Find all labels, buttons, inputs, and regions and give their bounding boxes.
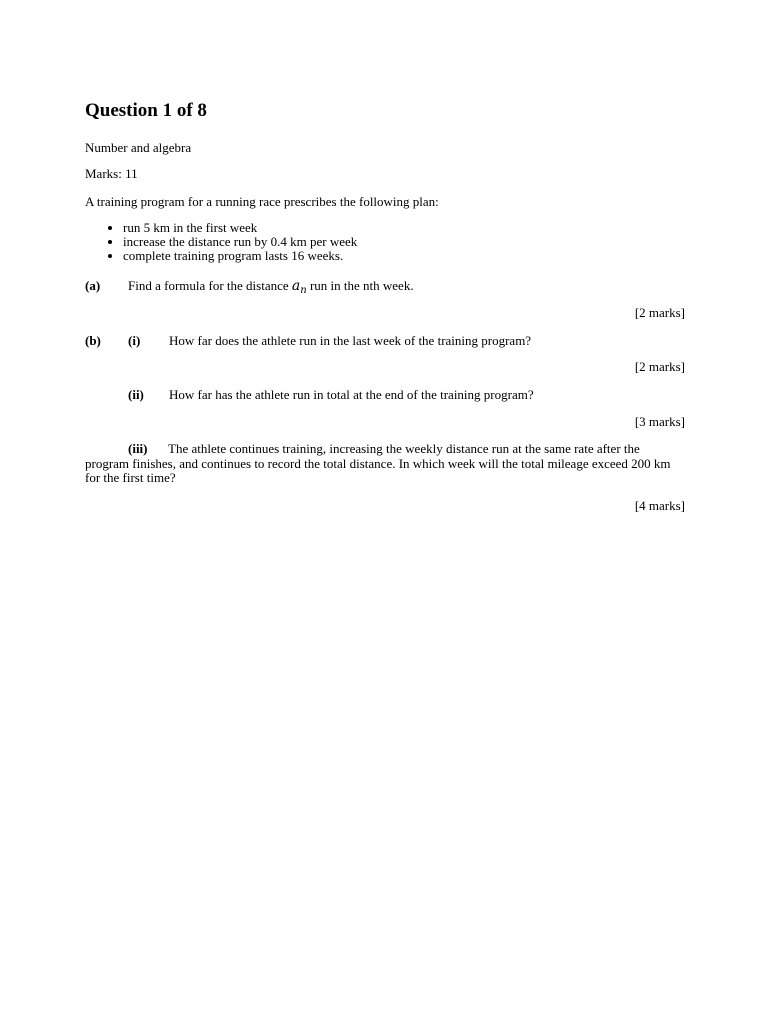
plan-item: • increase the distance run by 0.4 km per week [123, 235, 357, 249]
question-marks-total: Marks: 11 [85, 166, 138, 181]
question-title: Question 1 of 8 [85, 100, 207, 121]
plan-item: • run 5 km in the first week [123, 221, 357, 235]
part-a-text-before: Find a formula for the distance [128, 278, 292, 293]
part-b-iii-label: (iii) [128, 441, 148, 456]
question-intro: A training program for a running race prescribes the following plan: [85, 194, 439, 209]
training-plan-list [85, 221, 357, 263]
variable-a-n [292, 278, 307, 294]
part-b-ii-text: How far has the athlete run in total at the end of the training program? [169, 387, 534, 402]
variable-subscript: n [300, 285, 307, 296]
part-b-iii [85, 442, 685, 486]
question-topic: Number and algebra [85, 140, 192, 155]
part-a-text-after: run in the nth week. [306, 278, 414, 293]
part-a-label: (a) [85, 278, 101, 293]
part-b-ii-label: (ii) [128, 387, 144, 402]
part-a-marks: [2 marks] [634, 305, 685, 320]
plan-item: • complete training program lasts 16 weeks. [123, 249, 357, 263]
part-b-ii-marks: [3 marks] [634, 414, 685, 429]
part-b-label: (b) [85, 333, 101, 348]
part-b-i-text: How far does the athlete run in the last week of the training program? [169, 333, 532, 348]
part-b-iii-marks: [4 marks] [634, 498, 685, 513]
variable-symbol: a [291, 278, 301, 294]
part-a-text [128, 278, 414, 294]
part-b-i-marks: [2 marks] [634, 359, 685, 374]
part-b-i-label: (i) [128, 333, 141, 348]
part-b-iii-text: The athlete continues training, increasing the weekly distance run at the same rate after the program finishes, and continues to record the total distance. In which week will the total mileage exceed 200 km for the first time? [85, 441, 671, 485]
